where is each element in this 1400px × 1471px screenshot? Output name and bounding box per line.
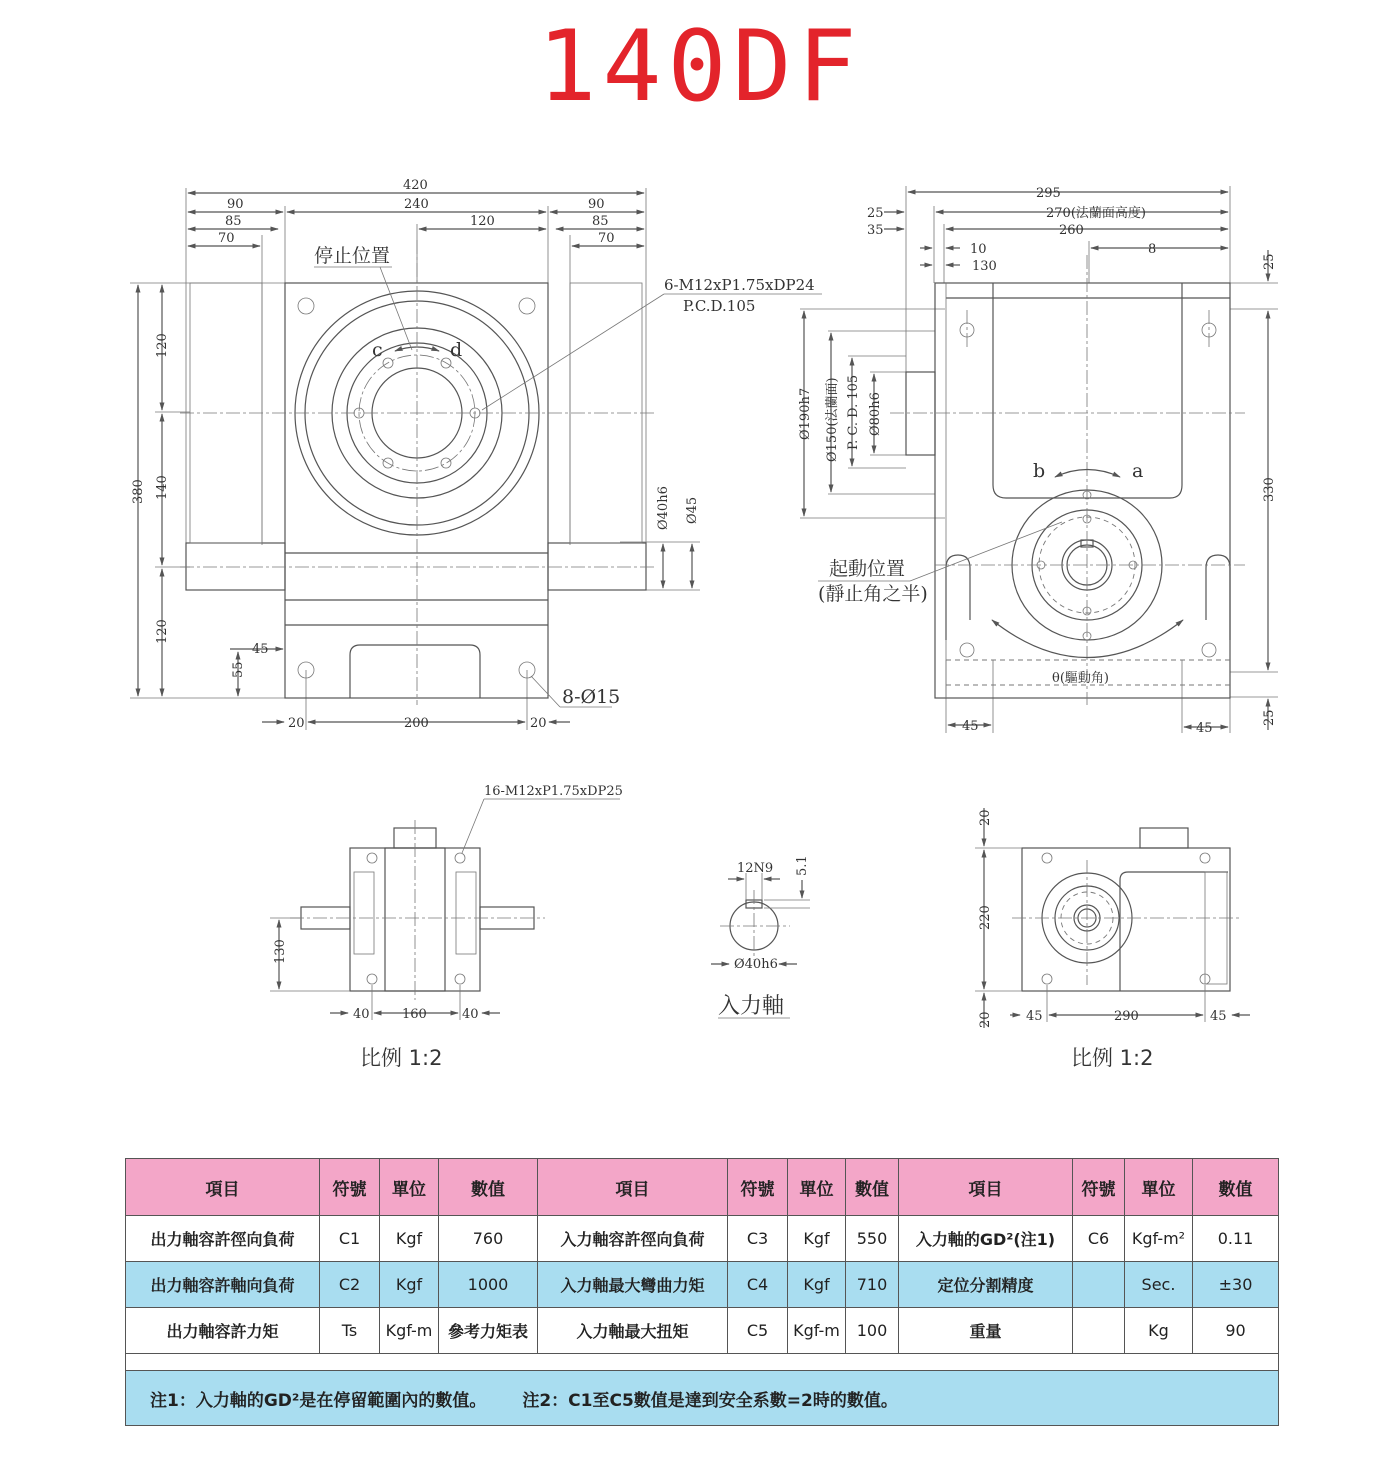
table-cell: 100 <box>846 1308 899 1354</box>
label-stop-position: 停止位置 <box>314 245 391 267</box>
page-title: 140DF <box>537 10 863 124</box>
dim-55: 55 <box>231 661 246 678</box>
dim-80h6: Ø80h6 <box>868 392 883 436</box>
label-a: a <box>1132 460 1144 482</box>
back-view <box>975 808 1250 1028</box>
dim-120-top: 120 <box>470 214 495 229</box>
dim-130-bottom: 130 <box>273 939 288 964</box>
dim-270: 270(法蘭面高度) <box>1046 206 1146 221</box>
note-2: 注2：C1至C5數值是達到安全系數=2時的數值。 <box>522 1390 898 1411</box>
label-b: b <box>1033 460 1046 482</box>
bottom-view <box>270 784 623 1022</box>
dim-20-bottom: 20 <box>978 1011 993 1028</box>
dim-45-back-left: 45 <box>1026 1009 1043 1024</box>
dim-260: 260 <box>1059 223 1084 238</box>
header-cell: 項目 <box>899 1159 1073 1216</box>
header-cell: 符號 <box>728 1159 788 1216</box>
header-cell: 項目 <box>126 1159 320 1216</box>
table-cell: 出力軸容許徑向負荷 <box>126 1216 320 1262</box>
table-cell <box>1073 1262 1125 1308</box>
side-view <box>798 186 1278 736</box>
table-cell: 出力軸容許力矩 <box>126 1308 320 1354</box>
label-pcd-note: P.C.D.105 <box>683 297 756 315</box>
dim-10: 10 <box>970 242 987 257</box>
dim-150-flange: Ø150(法蘭面) <box>825 377 840 462</box>
table-row <box>126 1216 1279 1262</box>
header-cell: 項目 <box>538 1159 728 1216</box>
table-cell: 入力軸最大彎曲力矩 <box>538 1262 728 1308</box>
dim-12n9: 12N9 <box>737 861 774 876</box>
table-header-row <box>126 1159 1279 1216</box>
table-cell: C6 <box>1073 1216 1125 1262</box>
dim-40-right: 40 <box>462 1007 479 1022</box>
front-view <box>130 178 822 731</box>
dim-130: 8 <box>1148 242 1157 257</box>
dim-shaft-dia: Ø40h6 <box>734 957 778 972</box>
dim-295: 295 <box>1036 186 1061 201</box>
dim-25-right-bot: 25 <box>1262 709 1277 726</box>
table-cell: Kgf <box>788 1216 846 1262</box>
table-cell: 0.11 <box>1193 1216 1279 1262</box>
table-cell: 90 <box>1193 1308 1279 1354</box>
dim-shaft-40h6: Ø40h6 <box>656 486 671 530</box>
dim-8: 130 <box>972 259 997 274</box>
dim-200: 200 <box>404 716 429 731</box>
dim-85-left: 85 <box>225 214 242 229</box>
header-cell: 單位 <box>380 1159 439 1216</box>
scale-label-right: 比例 1:2 <box>1071 1046 1154 1070</box>
table-cell: 1000 <box>439 1262 538 1308</box>
table-cell: 出力軸容許軸向負荷 <box>126 1262 320 1308</box>
table-cell: 入力軸容許徑向負荷 <box>538 1216 728 1262</box>
table-cell: 定位分割精度 <box>899 1262 1073 1308</box>
table-cell: C2 <box>320 1262 380 1308</box>
table-cell: 710 <box>846 1262 899 1308</box>
table-cell <box>1073 1308 1125 1354</box>
label-tap-note: 6-M12xP1.75xDP24 <box>664 276 815 294</box>
dim-140: 140 <box>155 475 170 500</box>
table-cell: 入力軸最大扭矩 <box>538 1308 728 1354</box>
table-cell: Kgf <box>380 1216 439 1262</box>
table-row <box>126 1308 1279 1354</box>
table-cell: 760 <box>439 1216 538 1262</box>
dim-90-right: 90 <box>588 197 605 212</box>
input-shaft-section <box>711 855 810 1019</box>
table-cell: Kgf-m <box>380 1308 439 1354</box>
table-cell: Kg <box>1125 1308 1193 1354</box>
dim-45: 45 <box>252 642 269 657</box>
table-cell: 入力軸的GD²(注1) <box>899 1216 1073 1262</box>
table-cell: Kgf <box>788 1262 846 1308</box>
header-cell: 符號 <box>1073 1159 1125 1216</box>
label-d: d <box>450 339 463 361</box>
scale-label-left: 比例 1:2 <box>360 1046 443 1070</box>
dim-20-left: 20 <box>288 716 305 731</box>
dim-380: 380 <box>131 479 146 504</box>
dim-330: 330 <box>1262 477 1277 502</box>
dim-85-right: 85 <box>592 214 609 229</box>
header-cell: 數值 <box>439 1159 538 1216</box>
table-cell: Sec. <box>1125 1262 1193 1308</box>
spec-table <box>125 1158 1279 1426</box>
table-cell: ±30 <box>1193 1262 1279 1308</box>
dim-35: 35 <box>867 223 884 238</box>
dim-pcd105: P. C. D. 105 <box>846 374 861 450</box>
dim-120-a: 120 <box>155 333 170 358</box>
table-row <box>126 1262 1279 1308</box>
dim-70-left: 70 <box>218 231 235 246</box>
dim-20-right: 20 <box>530 716 547 731</box>
dim-420: 420 <box>403 178 428 193</box>
dim-25-top: 25 <box>867 206 884 221</box>
table-cell: Kgf <box>380 1262 439 1308</box>
dim-190h7: Ø190h7 <box>798 387 813 440</box>
header-cell: 單位 <box>1125 1159 1193 1216</box>
label-start-position: 起動位置 <box>829 558 906 580</box>
dim-120-b: 120 <box>155 619 170 644</box>
label-input-shaft: 入力軸 <box>718 994 785 1019</box>
note-1: 注1：入力軸的GD²是在停留範圍內的數值。 <box>150 1390 487 1411</box>
dim-90-left: 90 <box>227 197 244 212</box>
dim-5-1: 5.1 <box>795 855 810 876</box>
table-cell: 重量 <box>899 1308 1073 1354</box>
table-cell: Ts <box>320 1308 380 1354</box>
label-start-note: (靜止角之半) <box>818 583 928 605</box>
table-cell: C4 <box>728 1262 788 1308</box>
dim-220: 220 <box>978 905 993 930</box>
table-spacer-row <box>126 1354 1279 1371</box>
table-cell: C5 <box>728 1308 788 1354</box>
table-cell: C3 <box>728 1216 788 1262</box>
table-notes-row <box>126 1371 1279 1426</box>
dim-25-right-top: 25 <box>1262 253 1277 270</box>
table-cell: 550 <box>846 1216 899 1262</box>
dim-shaft-45: Ø45 <box>685 496 700 524</box>
dim-20-top: 20 <box>978 809 993 826</box>
header-cell: 單位 <box>788 1159 846 1216</box>
dim-45-left: 45 <box>962 719 979 734</box>
dim-240: 240 <box>404 197 429 212</box>
label-c: c <box>372 339 383 361</box>
table-cell: Kgf-m <box>788 1308 846 1354</box>
dim-40-left: 40 <box>353 1007 370 1022</box>
dim-45-back-right: 45 <box>1210 1009 1227 1024</box>
label-drive-angle: θ(驅動角) <box>1052 671 1109 686</box>
label-holes-note: 8-Ø15 <box>562 686 621 708</box>
dim-290: 290 <box>1114 1009 1139 1024</box>
table-cell: Kgf-m² <box>1125 1216 1193 1262</box>
header-cell: 符號 <box>320 1159 380 1216</box>
table-cell: C1 <box>320 1216 380 1262</box>
table-cell: 參考力矩表 <box>439 1308 538 1354</box>
label-bottom-tap-note: 16-M12xP1.75xDP25 <box>484 784 623 799</box>
header-cell: 數值 <box>1193 1159 1279 1216</box>
dim-45-right: 45 <box>1196 721 1213 736</box>
dim-70-right: 70 <box>598 231 615 246</box>
dim-160: 160 <box>402 1007 427 1022</box>
header-cell: 數值 <box>846 1159 899 1216</box>
